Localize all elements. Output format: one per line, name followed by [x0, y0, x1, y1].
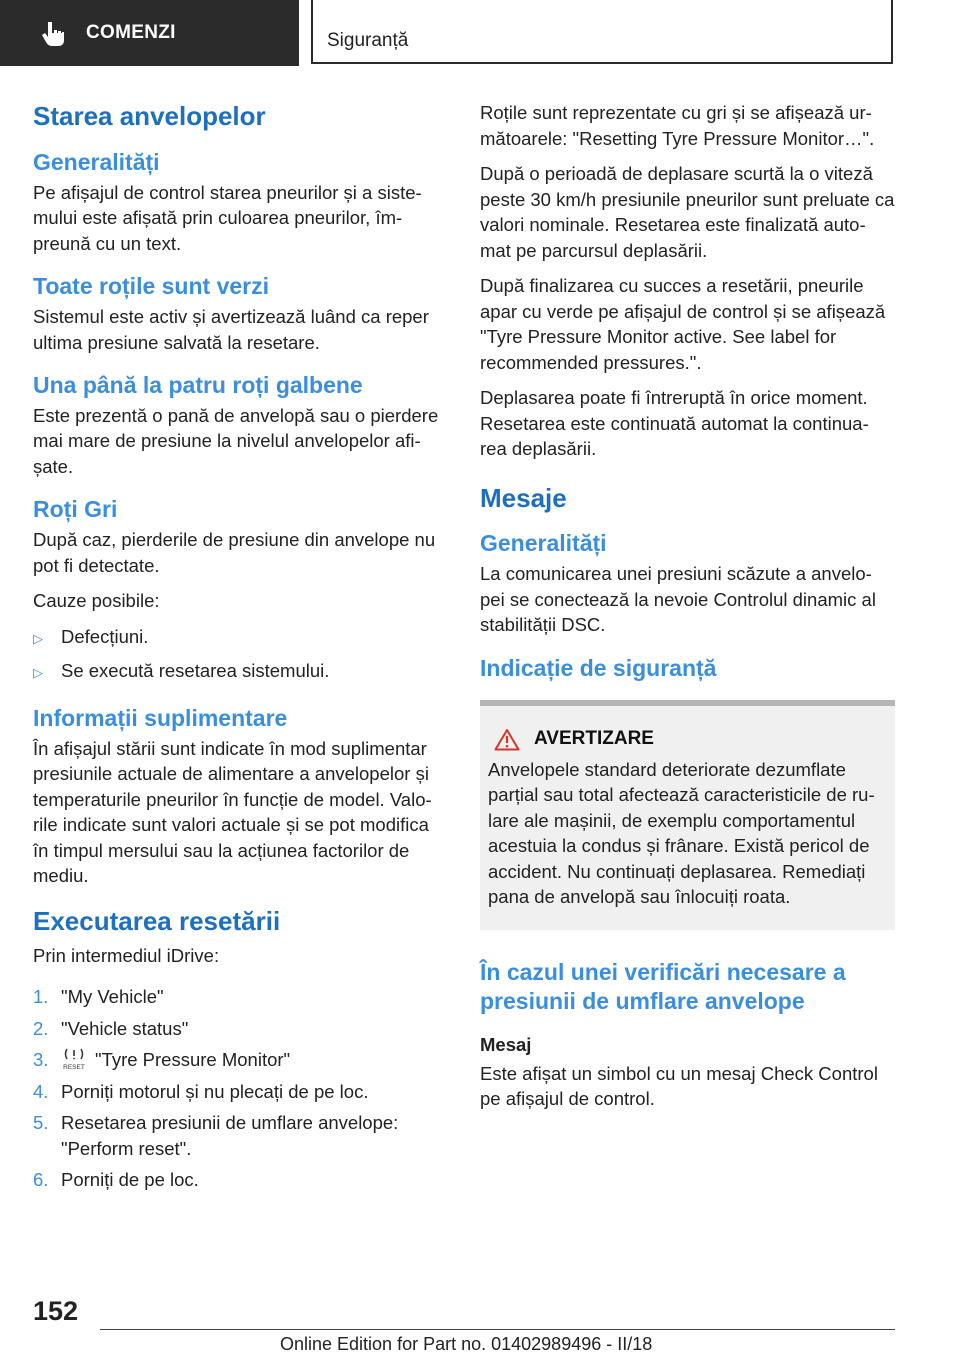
triangle-bullet-icon: ▷ — [33, 630, 43, 646]
tyre-reset-icon — [61, 1047, 87, 1071]
subheading-generalitati: Generalități — [33, 148, 160, 175]
paragraph-roti-gri: După caz, pierderile de presiune din anvelope nu pot fi detectate. — [33, 529, 436, 576]
section-title-executarea-resetarii: Executarea resetării — [33, 905, 281, 936]
left-column — [33, 100, 448, 1199]
warning-box — [480, 700, 895, 930]
paragraph-check-control: Este afișat un simbol cu un mesaj Check Control pe afișajul de control. — [480, 1062, 878, 1110]
list-item: 2. "Vehicle status" — [33, 1017, 189, 1039]
list-item: 1. "My Vehicle" — [33, 986, 164, 1008]
section-generalitati — [33, 148, 448, 256]
hand-pointer-icon — [38, 18, 68, 48]
paragraph-intrerupere: Deplasarea poate fi întreruptă în orice moment. Resetarea este continuată automat la continua-rea deplasării. — [480, 387, 869, 459]
paragraph-deplasare-scurta: După o perioadă de deplasare scurtă la o viteză peste 30 km/h presiunile pneurilor sunt preluate ca valori nominale. Resetarea este finalizată auto-mat pe parcursul deplasării. — [480, 163, 895, 261]
paragraph-finalizare-resetare: După finalizarea cu succes a resetării, pneurile apar cu verde pe afișajul de control și se afișează "Tyre Pressure Monitor active. See label for recommended pressures.". — [480, 275, 886, 373]
paragraph-roti-gri-afisare: Roțile sunt reprezentate cu gri și se afișează ur-mătoarele: "Resetting Tyre Pressure Monitor…". — [480, 102, 875, 149]
subheading-roti-verzi: Toate roțile sunt verzi — [33, 273, 270, 300]
page-header — [0, 0, 960, 66]
section-roti-gri — [33, 495, 448, 685]
subheading-generalitati-mesaje: Generalități — [480, 530, 607, 557]
subheading-indicatie-siguranta: Indicație de siguranță — [480, 654, 717, 681]
paragraph-cauze: Cauze posibile: — [33, 590, 160, 612]
warning-text: Anvelopele standard deteriorate dezumflate parțial sau total afectează caracteristicile de ru-lare ale mașinii, de exemplu comportamentul acestuia la condus și frânare. Există pericol de accident. Nu continuați deplasarea. Remediați pana de anvelopă sau înlocuiți roata. — [488, 758, 875, 908]
list-item: 3. RESET "Tyre Pressure Monitor" — [33, 1049, 291, 1072]
section-roti-galbene — [33, 371, 448, 479]
section-roti-verzi — [33, 272, 448, 355]
section-title-mesaje: Mesaje — [480, 482, 567, 513]
tab-comenzi[interactable] — [0, 0, 299, 66]
paragraph-idrive: Prin intermediul iDrive: — [33, 944, 220, 966]
warning-title: AVERTIZARE — [534, 728, 654, 750]
footer-divider — [100, 1329, 895, 1330]
tab-siguranta[interactable] — [311, 0, 893, 64]
paragraph-dsc: La comunicarea unei presiuni scăzute a anvelo-pei se conectează la nevoie Controlul dinamic al stabilității DSC. — [480, 563, 876, 636]
subheading-informatii: Informații suplimentare — [33, 704, 288, 731]
causes-list — [33, 624, 448, 686]
paragraph-generalitati: Pe afișajul de control starea pneurilor și a siste-mului este afișată prin culoarea pneurilor, îm-preună cu un text. — [33, 181, 422, 254]
paragraph-roti-verzi: Sistemul este activ și avertizează luând ca reper ultima presiune salvată la resetare. — [33, 306, 429, 353]
right-column — [480, 100, 895, 1122]
section-informatii — [33, 704, 448, 889]
paragraph-roti-galbene: Este prezentă o pană de anvelopă sau o pierdere mai mare de presiune la nivelul anvelopelor afi-șate. — [33, 404, 439, 477]
label-mesaj: Mesaj — [480, 1033, 532, 1055]
list-item: 6. Porniți de pe loc. — [33, 1169, 199, 1191]
tab-comenzi-label: COMENZI — [86, 22, 176, 43]
list-item: 4. Porniți motorul și nu plecați de pe loc. — [33, 1080, 369, 1102]
triangle-bullet-icon: ▷ — [33, 665, 43, 681]
warning-triangle-icon — [494, 728, 520, 751]
subheading-roti-gri: Roți Gri — [33, 496, 118, 523]
list-item: ▷ Se execută resetarea sistemului. — [33, 658, 448, 686]
page-number: 152 — [33, 1296, 79, 1326]
reset-steps — [33, 984, 448, 1193]
footer-edition: Online Edition for Part no. 01402989496 - II/18 — [280, 1334, 653, 1354]
list-item: 5. Resetarea presiunii de umflare anvelope: "Perform reset". — [33, 1112, 399, 1159]
section-executarea-resetarii — [33, 905, 448, 1193]
subheading-roti-galbene: Una până la patru roți galbene — [33, 372, 363, 399]
paragraph-informatii: În afișajul stării sunt indicate în mod suplimentar presiunile actuale de alimentare a anvelopelor și temperaturile pneurilor în funcție de model. Valo-rile indicate sunt valori actuale și se pot modifica în timpul mersului sau la acțiunea factorilor de mediu. — [33, 737, 432, 887]
section-title-starea-anvelopelor: Starea anvelopelor — [33, 101, 266, 131]
tab-siguranta-label: Siguranță — [327, 30, 409, 51]
subheading-verificare-presiune: În cazul unei verificări necesare a presiunii de umflare anvelope — [480, 958, 846, 1014]
svg-text:RESET: RESET — [63, 1064, 85, 1072]
list-item: ▷ Defecțiuni. — [33, 624, 448, 652]
